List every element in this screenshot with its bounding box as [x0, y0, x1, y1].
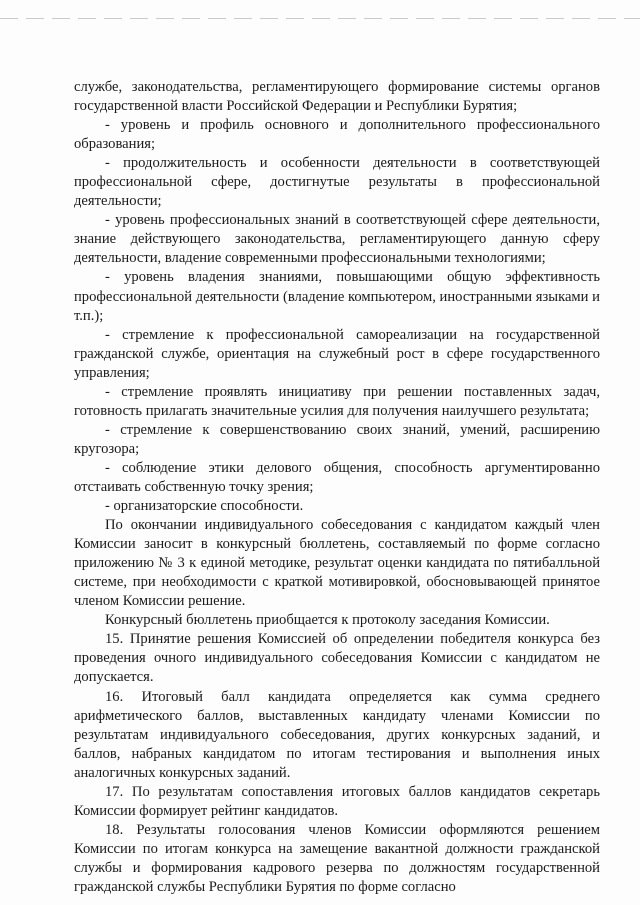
paragraph-self-improvement: - стремление к совершенствованию своих знаний, умений, расширению кругозора;	[74, 421, 600, 457]
document-body	[74, 78, 600, 897]
paragraph-item-18: 18. Результаты голосования членов Комиссии оформляются решением Комиссии по итогам конкурса на замещение вакантной должности гражданской службы и формирования кадрового резерва по должностям государственной гражданской службы Республики Бурятия по форме согласно	[74, 821, 600, 895]
paragraph-education-level: - уровень и профиль основного и дополнительного профессионального образования;	[74, 117, 600, 153]
paragraph-professional-knowledge: - уровень профессиональных знаний в соответствующей сфере деятельности, знание действующего законодательства, регламентирующего данную сферу деятельности, владение современными профессиональными технологиями;	[74, 212, 600, 267]
paragraph-item-17: 17. По результатам сопоставления итоговых баллов кандидатов секретарь Комиссии формирует рейтинг кандидатов.	[74, 783, 600, 819]
paragraph-item-15: 15. Принятие решения Комиссией об определении победителя конкурса без проведения очного индивидуального собеседования Комиссии с кандидатом не допускается.	[74, 631, 600, 686]
paragraph-initiative: - стремление проявлять инициативу при решении поставленных задач, готовность прилагать значительные усилия для получения наилучшего результата;	[74, 383, 600, 419]
paragraph-continuation: службе, законодательства, регламентирующего формирование системы органов государственной власти Российской Федерации и Республики Бурятия;	[74, 79, 600, 115]
scan-top-edge	[0, 18, 640, 19]
paragraph-experience: - продолжительность и особенности деятельности в соответствующей профессиональной сфере, достигнутые результаты в профессиональной деятельности;	[74, 155, 600, 210]
paragraph-self-realization: - стремление к профессиональной самореализации на государственной гражданской службе, ориентация на служебный рост в сфере государственного управления;	[74, 326, 600, 381]
paragraph-organizational-skills: - организаторские способности.	[105, 498, 304, 515]
paragraph-ballot-attached: Конкурсный бюллетень приобщается к протоколу заседания Комиссии.	[105, 612, 550, 629]
paragraph-general-knowledge: - уровень владения знаниями, повышающими общую эффективность профессиональной деятельности (владение компьютером, иностранными языками и т.п.);	[74, 269, 600, 324]
paragraph-item-16: 16. Итоговый балл кандидата определяется как сумма среднего арифметического баллов, выставленных кандидату членами Комиссии по результатам индивидуального собеседования, других конкурсных заданий, и баллов, набраных кандидатом по итогам тестирования и выполнения иных аналогичных конкурсных заданий.	[74, 688, 600, 781]
paragraph-interview-ballot: По окончании индивидуального собеседования с кандидатом каждый член Комиссии заносит в конкурсный бюллетень, составляемый по форме согласно приложению № 3 к единой методике, результат оценки кандидата по пятибалльной системе, при необходимости с краткой мотивировкой, обосновывающей принятое членом Комиссии решение.	[74, 517, 600, 610]
paragraph-business-ethics: - соблюдение этики делового общения, способность аргументированно отстаивать собственную точку зрения;	[74, 459, 600, 495]
